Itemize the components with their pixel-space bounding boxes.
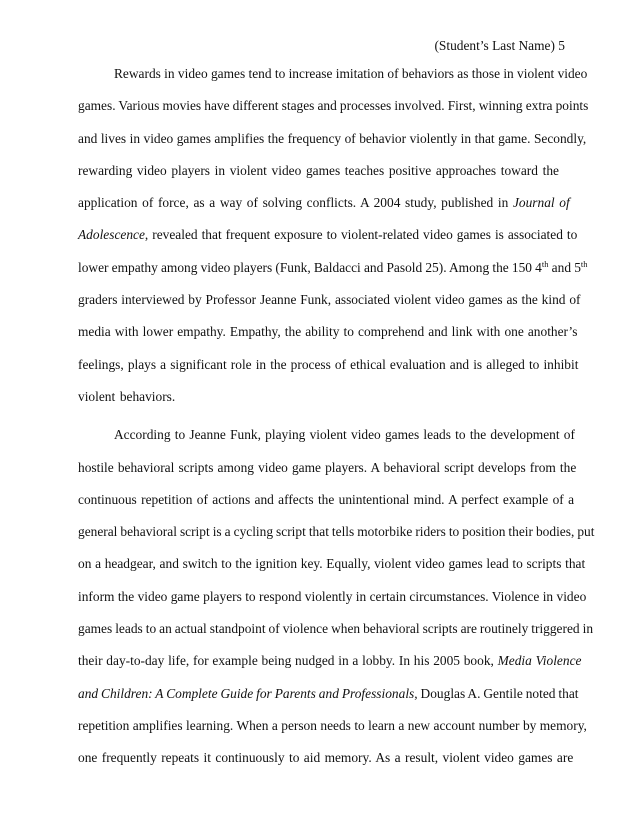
text-line: [78, 252, 588, 284]
text-run: , revealed that frequent exposure to violent-related video games is associated to: [144, 227, 578, 243]
text-line: media with lower empathy. Empathy, the ability to comprehend and link with one another’s: [78, 324, 578, 340]
text-run: their day-to-day life, for example being nudged in a lobby. In his 2005 book,: [78, 653, 498, 669]
text-line: [78, 678, 579, 710]
journal-title: Journal of: [512, 195, 570, 211]
text-line: Rewards in video games tend to increase imitation of behaviors as those in violent video: [114, 66, 588, 81]
text-line: on a headgear, and switch to the ignition key. Equally, violent video games lead to scripts that: [78, 556, 586, 572]
text-line: [78, 219, 578, 251]
text-run: lower empathy among video players (Funk, Baldacci and Pasold 25). Among the 150 4: [78, 259, 542, 275]
text-line: [78, 187, 570, 219]
text-line: repetition amplifies learning. When a person needs to learn a new account number by memory,: [78, 717, 587, 733]
body-text: [78, 58, 595, 775]
book-title: and Children: A Complete Guide for Parents and Professionals: [78, 685, 415, 701]
text-line: hostile behavioral scripts among video game players. A behavioral script develops from the: [78, 459, 577, 475]
text-line: games. Various movies have different stages and processes involved. First, winning extra points: [78, 98, 589, 114]
text-line: continuous repetition of actions and affects the unintentional mind. A perfect example of a: [78, 491, 575, 507]
text-line: games leads to an actual standpoint of violence when behavioral scripts are routinely triggered in: [78, 621, 594, 637]
book-title: Media Violence: [497, 653, 582, 669]
text-run: , Douglas A. Gentile noted that: [414, 685, 579, 701]
ordinal-suffix: th: [541, 258, 549, 269]
paragraph-2: [78, 419, 595, 774]
text-run: and 5: [548, 259, 581, 275]
text-line: one frequently repeats it continuously to aid memory. As a result, violent video games are: [78, 750, 574, 766]
text-line: inform the video game players to respond violently in certain circumstances. Violence in video: [78, 588, 587, 604]
running-head: (Student’s Last Name) 5: [434, 38, 565, 53]
text-line: [78, 645, 582, 677]
text-line: graders interviewed by Professor Jeanne Funk, associated violent video games as the kind of: [78, 292, 581, 308]
text-line: According to Jeanne Funk, playing violent video games leads to the development of: [114, 427, 575, 443]
text-line: and lives in video games amplifies the frequency of behavior violently in that game. Secondly,: [78, 130, 587, 146]
paragraph-1: [78, 58, 589, 413]
text-line: feelings, plays a significant role in the process of ethical evaluation and is alleged to inhibit: [78, 356, 579, 372]
journal-title: Adolescence: [78, 227, 145, 243]
text-run: application of force, as a way of solving conflicts. A 2004 study, published in: [78, 195, 513, 211]
text-line: violent behaviors.: [78, 388, 176, 404]
text-line: general behavioral script is a cycling script that tells motorbike riders to position their bodies, put: [78, 524, 595, 540]
text-line: rewarding video players in violent video games teaches positive approaches toward the: [78, 162, 559, 178]
ordinal-suffix: th: [580, 258, 588, 269]
